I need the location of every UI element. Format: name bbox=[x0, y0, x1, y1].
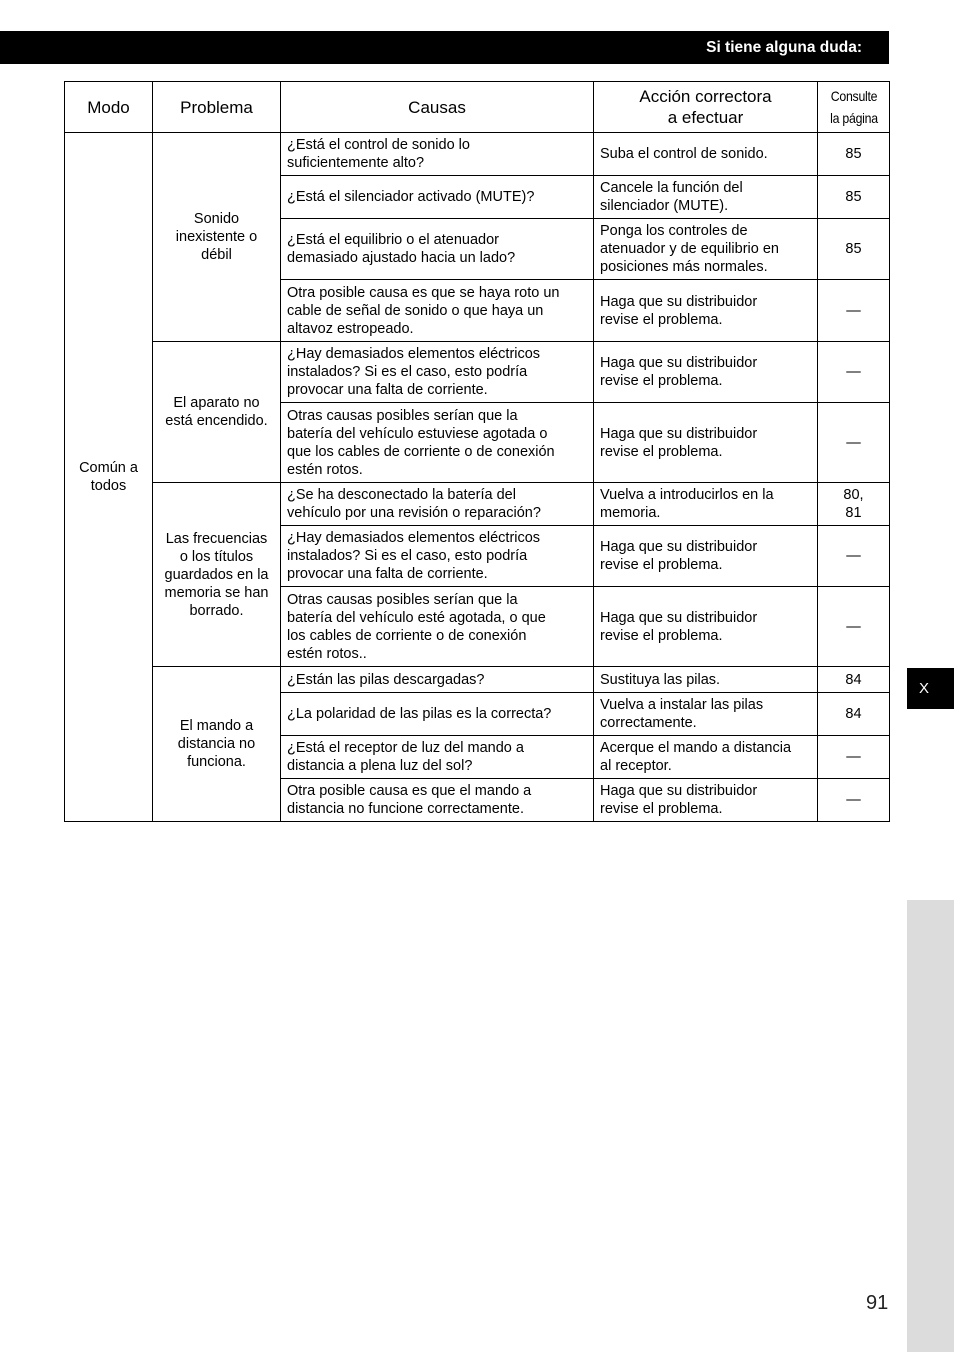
action-cell: Ponga los controles de atenuador y de equilibrio en posiciones más normales. bbox=[594, 219, 818, 280]
problem-cell: Sonido inexistente o débil bbox=[153, 133, 281, 342]
page-cell: — bbox=[818, 736, 890, 779]
page-cell: 84 bbox=[818, 667, 890, 693]
cause-cell: Otra posible causa es que se haya roto un cable de señal de sonido o que haya un altavoz estropeado. bbox=[281, 280, 594, 342]
cause-cell: ¿Está el receptor de luz del mando a distancia a plena luz del sol? bbox=[281, 736, 594, 779]
cause-cell: ¿Hay demasiados elementos eléctricos instalados? Si es el caso, esto podría provocar una falta de corriente. bbox=[281, 342, 594, 403]
side-margin-bar bbox=[907, 900, 954, 1352]
action-cell: Haga que su distribuidor revise el problema. bbox=[594, 526, 818, 587]
column-header-mode: Modo bbox=[65, 82, 153, 133]
action-cell: Vuelva a introducirlos en la memoria. bbox=[594, 483, 818, 526]
cause-cell: ¿Hay demasiados elementos eléctricos instalados? Si es el caso, esto podría provocar una falta de corriente. bbox=[281, 526, 594, 587]
cause-cell: Otras causas posibles serían que la batería del vehículo esté agotada, o que los cables de corriente o de conexión estén rotos.. bbox=[281, 587, 594, 667]
action-cell: Haga que su distribuidor revise el problema. bbox=[594, 403, 818, 483]
page-cell: 85 bbox=[818, 133, 890, 176]
cause-cell: ¿Está el equilibrio o el atenuador demasiado ajustado hacia un lado? bbox=[281, 219, 594, 280]
page-cell: 85 bbox=[818, 219, 890, 280]
cause-cell: ¿Están las pilas descargadas? bbox=[281, 667, 594, 693]
table-header-row bbox=[65, 82, 890, 133]
action-cell: Haga que su distribuidor revise el problema. bbox=[594, 779, 818, 822]
table-row bbox=[65, 483, 890, 526]
table-row bbox=[65, 342, 890, 403]
page-cell: 80, 81 bbox=[818, 483, 890, 526]
problem-cell: El mando a distancia no funciona. bbox=[153, 667, 281, 822]
table-row bbox=[65, 667, 890, 693]
cause-cell: ¿Se ha desconectado la batería del vehículo por una revisión o reparación? bbox=[281, 483, 594, 526]
table-body bbox=[65, 133, 890, 822]
mode-cell: Común a todos bbox=[65, 133, 153, 822]
problem-cell: Las frecuencias o los títulos guardados en la memoria se han borrado. bbox=[153, 483, 281, 667]
action-cell: Suba el control de sonido. bbox=[594, 133, 818, 176]
action-cell: Sustituya las pilas. bbox=[594, 667, 818, 693]
action-cell: Acerque el mando a distancia al receptor. bbox=[594, 736, 818, 779]
column-header-page: Consulte la página bbox=[822, 82, 885, 133]
problem-cell: El aparato no está encendido. bbox=[153, 342, 281, 483]
side-tab bbox=[907, 668, 954, 709]
troubleshooting-table bbox=[64, 81, 890, 822]
page-cell: — bbox=[818, 526, 890, 587]
cause-cell: ¿Está el silenciador activado (MUTE)? bbox=[281, 176, 594, 219]
side-tab-label: X bbox=[919, 680, 930, 697]
column-header-problem: Problema bbox=[153, 82, 281, 133]
action-cell: Haga que su distribuidor revise el problema. bbox=[594, 587, 818, 667]
page-cell: — bbox=[818, 587, 890, 667]
action-cell: Cancele la función del silenciador (MUTE). bbox=[594, 176, 818, 219]
section-header bbox=[0, 31, 889, 64]
cause-cell: Otra posible causa es que el mando a distancia no funcione correctamente. bbox=[281, 779, 594, 822]
page-cell: — bbox=[818, 280, 890, 342]
column-header-cause: Causas bbox=[281, 82, 594, 133]
action-cell: Haga que su distribuidor revise el problema. bbox=[594, 342, 818, 403]
page-cell: 84 bbox=[818, 693, 890, 736]
action-cell: Haga que su distribuidor revise el problema. bbox=[594, 280, 818, 342]
page-cell: — bbox=[818, 342, 890, 403]
cause-cell: ¿Está el control de sonido lo suficientemente alto? bbox=[281, 133, 594, 176]
cause-cell: ¿La polaridad de las pilas es la correcta? bbox=[281, 693, 594, 736]
page-number: 91 bbox=[866, 1292, 889, 1314]
page-cell: — bbox=[818, 779, 890, 822]
table-row bbox=[65, 133, 890, 176]
cause-cell: Otras causas posibles serían que la batería del vehículo estuviese agotada o que los cables de corriente o de conexión estén rotos. bbox=[281, 403, 594, 483]
page-cell: — bbox=[818, 403, 890, 483]
column-header-action: Acción correctora a efectuar bbox=[594, 82, 818, 133]
section-title: Si tiene alguna duda: bbox=[706, 38, 862, 56]
page-cell: 85 bbox=[818, 176, 890, 219]
action-cell: Vuelva a instalar las pilas correctamente. bbox=[594, 693, 818, 736]
